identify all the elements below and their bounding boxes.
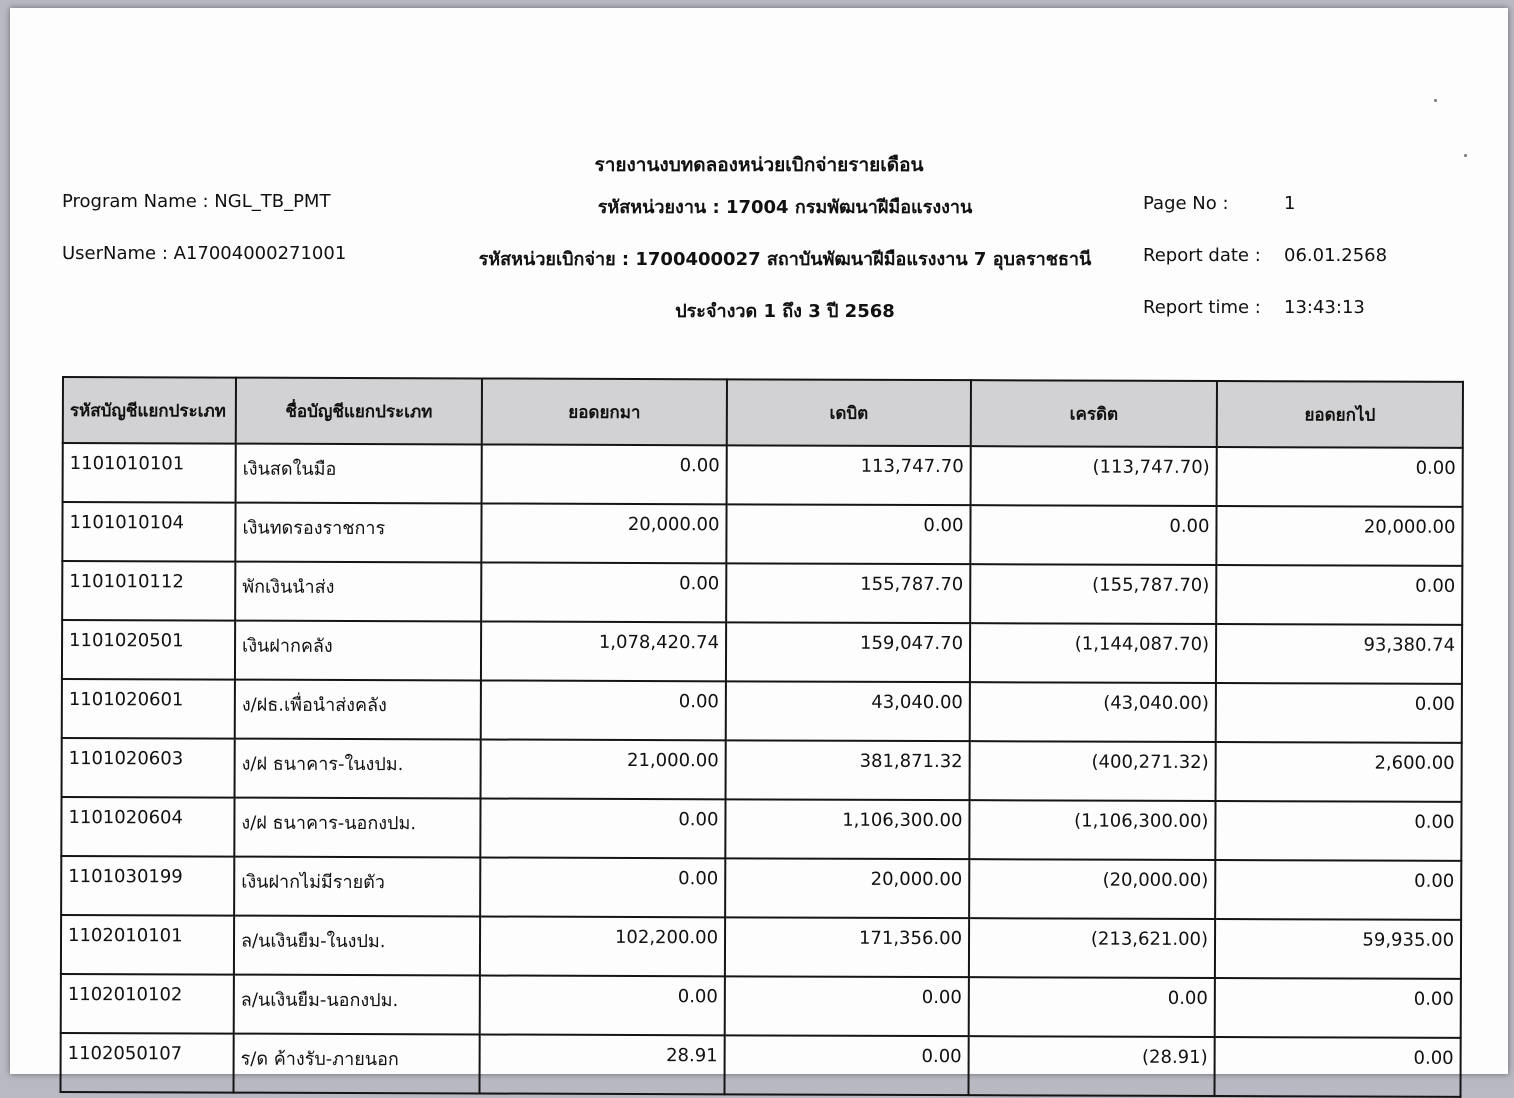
cell-account-code: 1102010102 [61,974,234,1034]
cell-account-name: ง/ฝธ.เพื่อนำส่งคลัง [235,680,481,740]
table-row [63,443,1463,507]
cell-balance-carried: 0.00 [1216,565,1462,625]
cell-balance-carried: 0.00 [1215,801,1461,861]
trial-balance-table [59,376,1463,1098]
cell-account-name: ล/นเงินยืม-นอกงปม. [234,975,480,1035]
cell-credit: (1,144,087.70) [970,623,1216,683]
program-name: Program Name : NGL_TB_PMT [62,191,331,212]
cell-account-code: 1101010112 [62,561,235,621]
cell-account-code: 1101020603 [62,738,235,798]
cell-balance-carried: 20,000.00 [1216,506,1462,566]
cell-balance-carried: 93,380.74 [1216,624,1462,684]
disbursing-unit: รหัสหน่วยเบิกจ่าย : 1700400027 สถาบันพัฒนาฝีมือแรงงาน 7 อุบลราชธานี [478,249,1092,270]
table-row [61,797,1461,861]
cell-account-name: เงินสดในมือ [236,444,482,504]
cell-debit: 20,000.00 [725,858,969,918]
user-name: UserName : A17004000271001 [62,243,347,264]
cell-account-name: ง/ฝ ธนาคาร-นอกงปม. [234,798,480,858]
cell-balance-carried: 0.00 [1215,860,1461,920]
cell-account-name: ร/ด ค้างรับ-ภายนอก [233,1034,479,1094]
cell-debit: 0.00 [725,976,969,1036]
table-row [61,856,1461,920]
agency-code: รหัสหน่วยงาน : 17004 กรมพัฒนาฝีมือแรงงาน [597,197,973,218]
cell-account-code: 1101010101 [63,443,236,503]
cell-account-code: 1102050107 [61,1033,234,1093]
cell-debit: 155,787.70 [726,563,970,623]
cell-balance-forward: 102,200.00 [480,916,725,976]
cell-credit: 0.00 [970,505,1216,565]
table-row [61,915,1461,979]
cell-account-name: พักเงินนำส่ง [235,562,481,622]
cell-account-code: 1101020501 [62,620,235,680]
cell-account-code: 1101020601 [62,679,235,739]
report-date-value: 06.01.2568 [1284,245,1388,266]
cell-balance-forward: 0.00 [480,857,725,917]
header-account-name: ชื่อบัญชีแยกประเภท [236,378,482,445]
cell-balance-forward: 0.00 [481,562,726,622]
cell-balance-forward: 20,000.00 [481,503,726,563]
cell-balance-forward: 28.91 [479,1034,724,1094]
cell-account-code: 1101020604 [61,797,234,857]
page-no-value: 1 [1284,193,1296,214]
cell-debit: 0.00 [726,504,970,564]
cell-balance-forward: 0.00 [480,798,725,858]
report-title: รายงานงบทดลองหน่วยเบิกจ่ายรายเดือน [594,154,924,176]
header-balance-carried: ยอดยกไป [1217,381,1463,448]
paper-speck [1434,99,1437,102]
cell-account-name: เงินทดรองราชการ [235,503,481,563]
cell-credit: (400,271.32) [970,741,1216,801]
header-balance-forward: ยอดยกมา [482,378,727,445]
table-row [62,561,1462,625]
table-row [62,679,1462,743]
table-row [62,738,1462,802]
cell-credit: (155,787.70) [970,564,1216,624]
cell-debit: 0.00 [724,1035,968,1095]
cell-balance-carried: 0.00 [1215,978,1461,1038]
cell-balance-carried: 2,600.00 [1216,742,1462,802]
cell-balance-carried: 0.00 [1214,1037,1460,1097]
report-page [10,8,1508,1074]
cell-credit: 0.00 [969,977,1215,1037]
header-account-code: รหัสบัญชีแยกประเภท [63,377,236,444]
header-credit: เครดิต [971,380,1217,447]
cell-account-name: ล/นเงินยืม-ในงปม. [234,916,480,976]
cell-credit: (28.91) [968,1036,1214,1096]
report-period: ประจำงวด 1 ถึง 3 ปี 2568 [675,301,895,322]
cell-balance-forward: 0.00 [480,975,725,1035]
cell-account-name: เงินฝากไม่มีรายตัว [234,857,480,917]
cell-credit: (20,000.00) [969,859,1215,919]
cell-debit: 43,040.00 [726,681,970,741]
cell-balance-carried: 0.00 [1217,447,1463,507]
cell-account-code: 1101030199 [61,856,234,916]
cell-debit: 171,356.00 [725,917,969,977]
cell-credit: (213,621.00) [969,918,1215,978]
cell-account-name: เงินฝากคลัง [235,621,481,681]
cell-account-name: ง/ฝ ธนาคาร-ในงปม. [235,739,481,799]
report-time-label: Report time : [1143,297,1261,318]
table-row [61,974,1461,1038]
cell-account-code: 1102010101 [61,915,234,975]
cell-balance-forward: 21,000.00 [481,739,726,799]
table-row [62,502,1462,566]
table-row [61,1033,1461,1097]
table-header-row [63,377,1463,448]
cell-account-code: 1101010104 [62,502,235,562]
cell-debit: 1,106,300.00 [725,799,969,859]
cell-debit: 113,747.70 [727,445,971,505]
table-row [62,620,1462,684]
cell-debit: 159,047.70 [726,622,970,682]
report-time-value: 13:43:13 [1284,297,1365,318]
header-debit: เดบิต [727,379,971,446]
cell-balance-forward: 1,078,420.74 [481,621,726,681]
cell-balance-carried: 59,935.00 [1215,919,1461,979]
cell-balance-carried: 0.00 [1216,683,1462,743]
cell-balance-forward: 0.00 [481,680,726,740]
cell-credit: (43,040.00) [970,682,1216,742]
cell-credit: (1,106,300.00) [969,800,1215,860]
report-date-label: Report date : [1143,245,1261,266]
page-no-label: Page No : [1143,193,1229,214]
cell-debit: 381,871.32 [726,740,970,800]
cell-credit: (113,747.70) [971,446,1217,506]
table-body [61,443,1463,1097]
cell-balance-forward: 0.00 [482,444,727,504]
